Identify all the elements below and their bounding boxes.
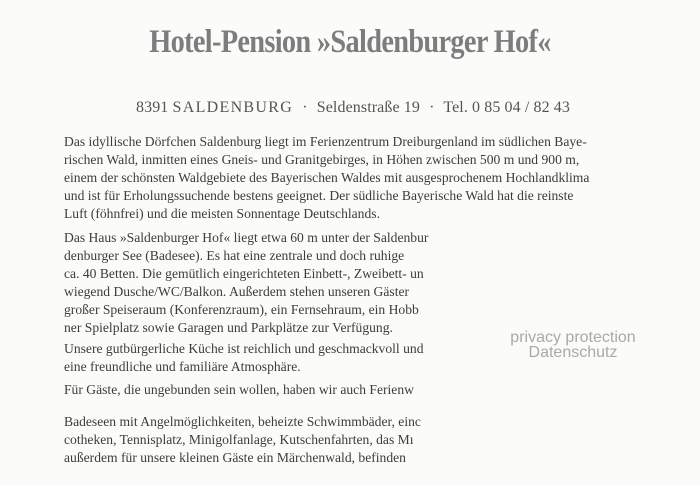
text-line: eine freundliche und familiäre Atmosphäre.: [64, 359, 301, 374]
text-line: und ist für Erholungssuchende bestens geeignet. Der südliche Bayerische Wald hat die reinste: [64, 188, 574, 203]
separator-dot: ·: [429, 99, 435, 116]
text-line: außerdem für unsere kleinen Gäste ein Märchenwald, befinden: [64, 450, 406, 465]
text-line: Das Haus »Saldenburger Hof« liegt etwa 60 m unter der Saldenbur: [64, 230, 429, 245]
postcode: 8391: [136, 99, 169, 116]
text-line: Unsere gutbürgerliche Küche ist reichlich und geschmackvoll und: [64, 341, 424, 356]
paragraph-house: [64, 229, 452, 337]
separator-dot: ·: [302, 99, 308, 116]
paragraph-kitchen: [64, 340, 452, 376]
watermark-line: Datenschutz: [528, 344, 618, 361]
watermark-line: privacy protection: [510, 329, 636, 346]
street-address: Seldenstraße 19: [316, 99, 420, 116]
text-line: Das idyllische Dörfchen Saldenburg liegt im Ferienzentrum Dreiburgenland im südlichen Baye-: [64, 134, 587, 149]
text-line: großer Speiseraum (Konferenzraum), ein Fernsehraum, ein Hobb: [64, 302, 419, 317]
paragraph-holiday-flats: [64, 381, 452, 399]
text-line: wiegend Dusche/WC/Balkon. Außerdem stehen unseren Gäster: [64, 284, 410, 299]
hotel-title: Hotel-Pension »Saldenburger Hof«: [149, 24, 551, 60]
text-line: rischen Wald, inmitten eines Gneis- und Granitgebirges, in Höhen zwischen 500 m und 900 m,: [64, 152, 580, 167]
town-name: SALDENBURG: [172, 99, 294, 116]
text-line: einem der schönsten Waldgebiete des Bayerischen Waldes mit ausgesprochenem Hochlandklima: [64, 170, 590, 185]
text-line: Für Gäste, die ungebunden sein wollen, haben wir auch Ferienw: [64, 382, 414, 397]
text-line: Badeseen mit Angelmöglichkeiten, beheizte Schwimmbäder, einc: [64, 414, 421, 429]
phone-number: Tel. 0 85 04 / 82 43: [443, 99, 570, 116]
paragraph-activities: [64, 413, 452, 467]
text-line: cotheken, Tennisplatz, Minigolfanlage, Kutschenfahrten, das Mı: [64, 432, 414, 447]
text-line: ca. 40 Betten. Die gemütlich eingerichteten Einbett-, Zweibett- un: [64, 266, 424, 281]
paragraph-location: [64, 133, 644, 223]
text-line: Luft (föhnfrei) und die meisten Sonnentage Deutschlands.: [64, 206, 380, 221]
text-line: ner Spielplatz sowie Garagen und Parkplätze zur Verfügung.: [64, 320, 393, 335]
address-line: [136, 99, 570, 117]
privacy-watermark: [498, 330, 648, 360]
text-line: denburger See (Badesee). Es hat eine zentrale und doch ruhige: [64, 248, 405, 263]
